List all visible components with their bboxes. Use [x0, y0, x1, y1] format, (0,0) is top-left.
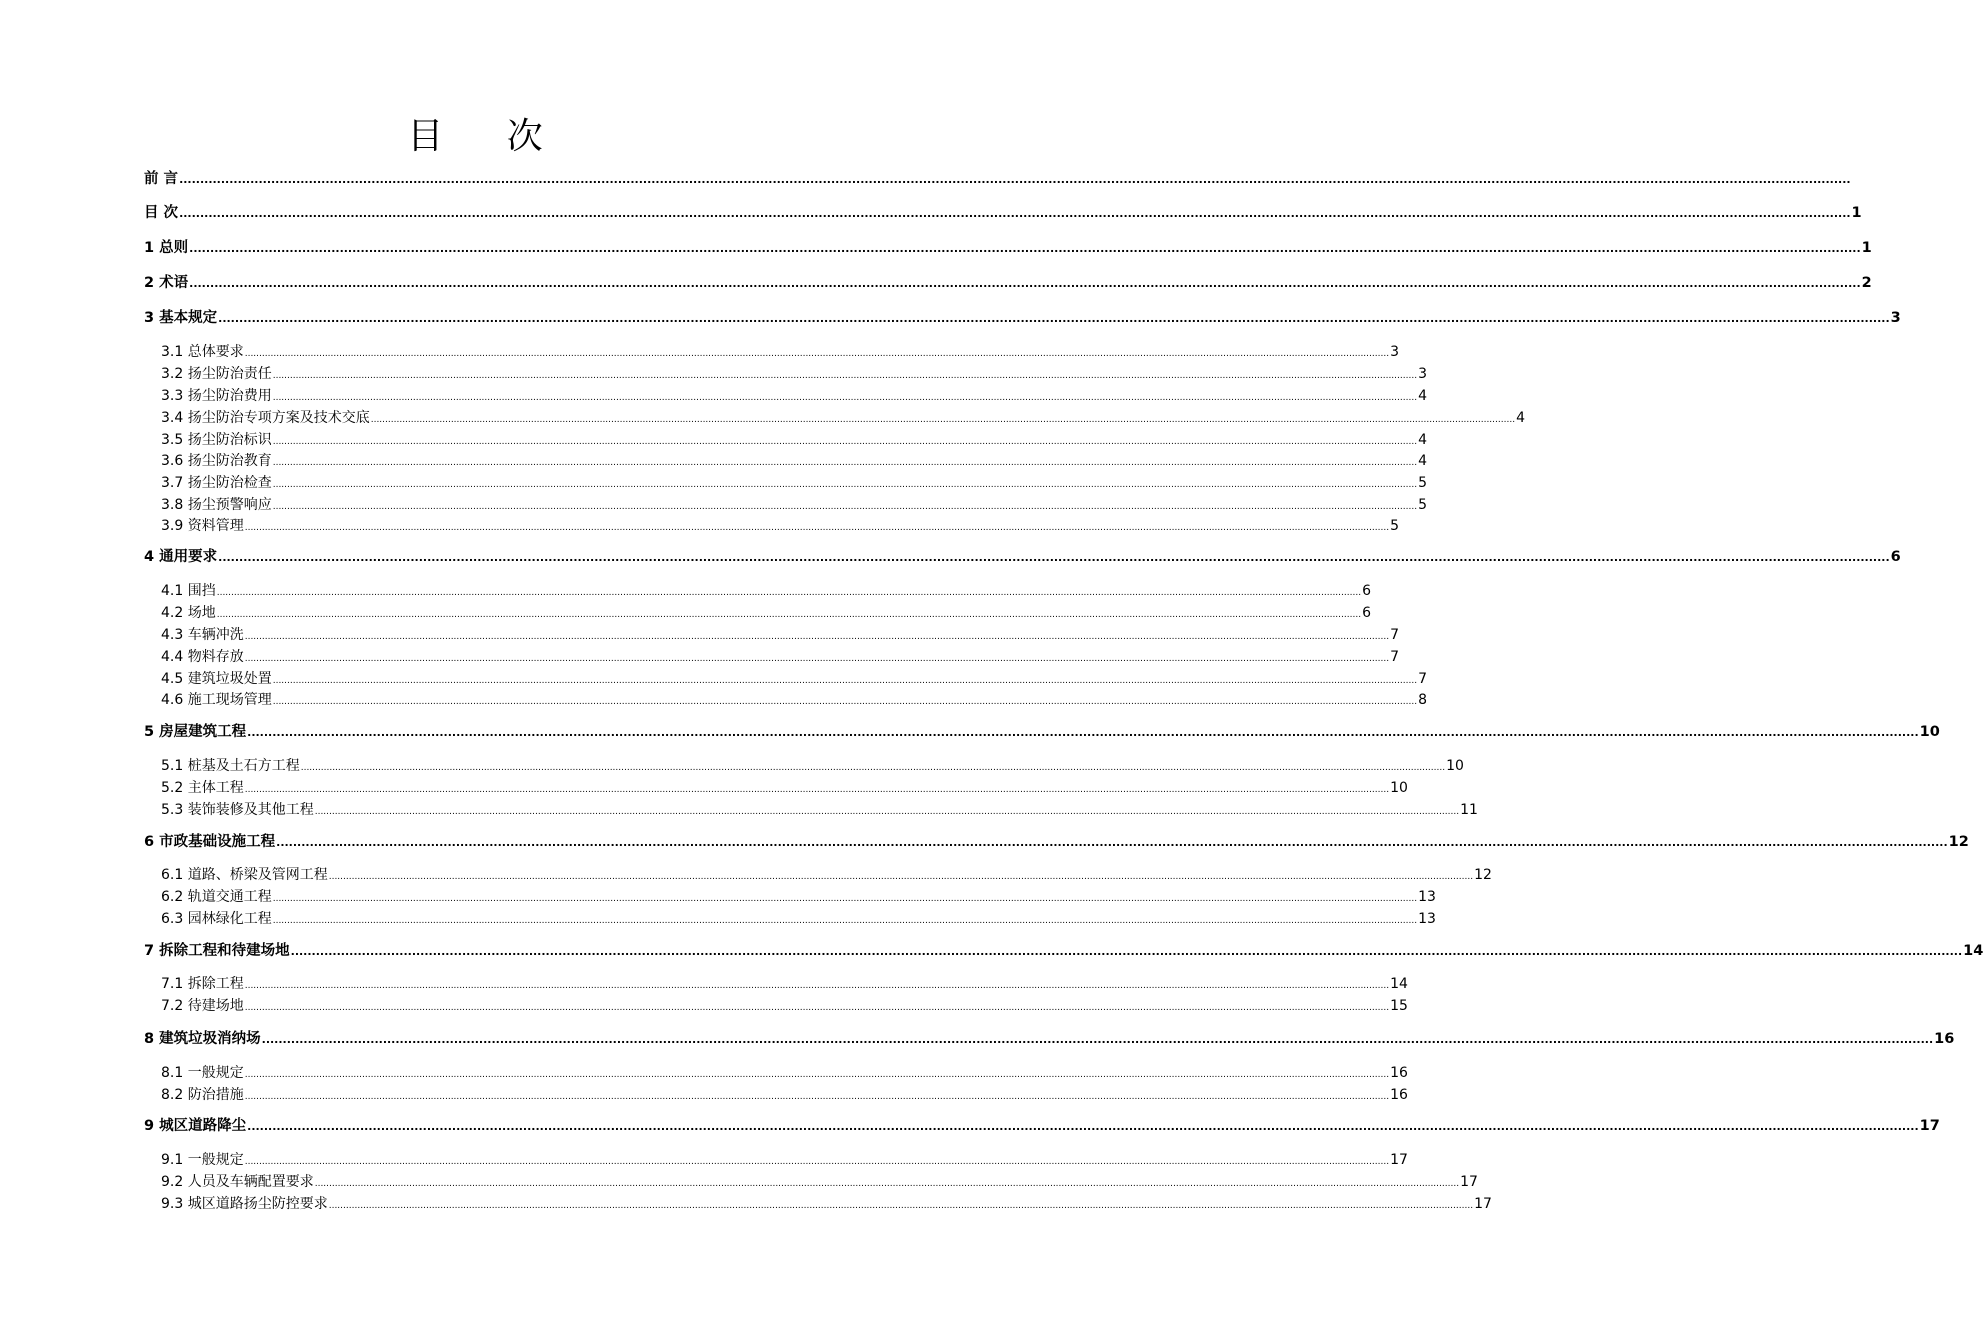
toc-entry-label: 9.3 城区道路扬尘防控要求	[161, 1196, 328, 1212]
toc-page-number: 4	[1418, 388, 1427, 404]
toc-page-number: 14	[1390, 976, 1408, 992]
toc-section-entry[interactable]	[161, 495, 1427, 515]
toc-leader-dots: ................................................................................................................................................................................................................................................................................................................................................................................................................	[216, 610, 1362, 620]
toc-section-entry[interactable]	[161, 451, 1427, 471]
toc-entry-label: 8 建筑垃圾消纳场	[144, 1031, 261, 1047]
toc-entry-label: 3 基本规定	[144, 310, 218, 326]
toc-entry-label: 5.3 装饰装修及其他工程	[161, 802, 314, 818]
toc-leader-dots: ................................................................................................................................................................................................................................................................................................................................................................................................................	[244, 785, 1390, 795]
toc-section-entry[interactable]	[161, 625, 1399, 645]
toc-leader-dots: ................................................................................................................................................................................................................................................................................................................................................................................................................	[314, 807, 1460, 817]
toc-entry-label: 2 术语	[144, 275, 189, 291]
toc-leader-dots: ................................................................................................................................................................................................................................................................................................................................................................................................................	[247, 726, 1919, 739]
toc-chapter-entry[interactable]	[144, 169, 1851, 189]
toc-section-entry[interactable]	[161, 690, 1427, 710]
toc-entry-label: 3.5 扬尘防治标识	[161, 432, 272, 448]
toc-leader-dots: ................................................................................................................................................................................................................................................................................................................................................................................................................	[290, 945, 1963, 958]
toc-entry-label: 4.3 车辆冲洗	[161, 627, 244, 643]
toc-page-number: 2	[1861, 275, 1872, 291]
toc-section-entry[interactable]	[161, 887, 1436, 907]
toc-section-entry[interactable]	[161, 364, 1427, 384]
toc-page-number: 4	[1516, 410, 1525, 426]
toc-entry-label: 9.1 一般规定	[161, 1152, 244, 1168]
toc-page-number: 10	[1390, 780, 1408, 796]
toc-page-number: 5	[1390, 518, 1399, 534]
toc-page-number: 3	[1418, 366, 1427, 382]
toc-section-entry[interactable]	[161, 386, 1427, 406]
toc-entry-label: 6.3 园林绿化工程	[161, 911, 272, 927]
toc-page-number: 1	[1861, 240, 1872, 256]
toc-page-number: 7	[1418, 671, 1427, 687]
toc-leader-dots: ................................................................................................................................................................................................................................................................................................................................................................................................................	[218, 312, 1890, 325]
toc-section-entry[interactable]	[161, 865, 1492, 885]
toc-section-entry[interactable]	[161, 408, 1525, 428]
toc-page-number: 11	[1460, 802, 1478, 818]
toc-entry-label: 3.2 扬尘防治责任	[161, 366, 272, 382]
toc-leader-dots: ................................................................................................................................................................................................................................................................................................................................................................................................................	[328, 1201, 1474, 1211]
toc-entry-label: 8.2 防治措施	[161, 1087, 244, 1103]
toc-entry-label: 4.4 物料存放	[161, 649, 244, 665]
toc-chapter-entry[interactable]	[144, 1116, 1940, 1136]
toc-page-number: 12	[1948, 834, 1969, 850]
toc-chapter-entry[interactable]	[144, 308, 1901, 328]
toc-page-number: 6	[1362, 605, 1371, 621]
toc-entry-label: 目 次	[144, 205, 179, 221]
toc-entry-label: 7.1 拆除工程	[161, 976, 244, 992]
toc-page-number: 14	[1963, 943, 1983, 959]
toc-page-number: 17	[1460, 1174, 1478, 1190]
toc-section-entry[interactable]	[161, 603, 1371, 623]
toc-page-number: 7	[1390, 627, 1399, 643]
toc-page-number: 6	[1890, 549, 1901, 565]
toc-section-entry[interactable]	[161, 778, 1408, 798]
toc-leader-dots: ................................................................................................................................................................................................................................................................................................................................................................................................................	[276, 836, 1948, 849]
toc-chapter-entry[interactable]	[144, 941, 1983, 961]
toc-section-entry[interactable]	[161, 430, 1427, 450]
toc-page-number: 5	[1418, 475, 1427, 491]
toc-section-entry[interactable]	[161, 647, 1399, 667]
toc-page-number: 16	[1390, 1065, 1408, 1081]
toc-section-entry[interactable]	[161, 1194, 1492, 1214]
toc-entry-label: 4.1 围挡	[161, 583, 216, 599]
toc-leader-dots: ................................................................................................................................................................................................................................................................................................................................................................................................................	[314, 1179, 1460, 1189]
toc-section-entry[interactable]	[161, 581, 1371, 601]
toc-section-entry[interactable]	[161, 473, 1427, 493]
toc-section-entry[interactable]	[161, 1063, 1408, 1083]
toc-page-number: 6	[1362, 583, 1371, 599]
toc-page-number: 10	[1919, 724, 1940, 740]
toc-page-number: 4	[1418, 453, 1427, 469]
toc-entry-label: 3.6 扬尘防治教育	[161, 453, 272, 469]
toc-entry-label: 4 通用要求	[144, 549, 218, 565]
toc-leader-dots: ................................................................................................................................................................................................................................................................................................................................................................................................................	[244, 523, 1390, 533]
toc-page-number: 5	[1418, 497, 1427, 513]
toc-entry-label: 6.1 道路、桥梁及管网工程	[161, 867, 328, 883]
toc-entry-label: 3.3 扬尘防治费用	[161, 388, 272, 404]
toc-entry-label: 1 总则	[144, 240, 189, 256]
toc-entry-label: 3.8 扬尘预警响应	[161, 497, 272, 513]
toc-entry-label: 6.2 轨道交通工程	[161, 889, 272, 905]
toc-leader-dots: ................................................................................................................................................................................................................................................................................................................................................................................................................	[272, 676, 1418, 686]
toc-entry-label: 7.2 待建场地	[161, 998, 244, 1014]
toc-leader-dots: ................................................................................................................................................................................................................................................................................................................................................................................................................	[328, 872, 1474, 882]
toc-leader-dots: ................................................................................................................................................................................................................................................................................................................................................................................................................	[244, 1070, 1390, 1080]
toc-page-number: 8	[1418, 692, 1427, 708]
toc-page-number: 13	[1418, 911, 1436, 927]
toc-chapter-entry[interactable]	[144, 1029, 1955, 1049]
toc-leader-dots: ................................................................................................................................................................................................................................................................................................................................................................................................................	[244, 1092, 1390, 1102]
toc-page-number: 16	[1390, 1087, 1408, 1103]
toc-leader-dots: ................................................................................................................................................................................................................................................................................................................................................................................................................	[179, 173, 1851, 186]
toc-page-number: 13	[1418, 889, 1436, 905]
toc-section-entry[interactable]	[161, 800, 1478, 820]
toc-leader-dots: ................................................................................................................................................................................................................................................................................................................................................................................................................	[272, 697, 1418, 707]
toc-page-number: 4	[1418, 432, 1427, 448]
toc-leader-dots: ................................................................................................................................................................................................................................................................................................................................................................................................................	[244, 1157, 1390, 1167]
toc-section-entry[interactable]	[161, 974, 1408, 994]
toc-entry-label: 6 市政基础设施工程	[144, 834, 276, 850]
page-title: 目 次	[407, 116, 569, 157]
toc-entry-label: 9 城区道路降尘	[144, 1118, 247, 1134]
toc-leader-dots: ................................................................................................................................................................................................................................................................................................................................................................................................................	[272, 458, 1418, 468]
toc-leader-dots: ................................................................................................................................................................................................................................................................................................................................................................................................................	[272, 480, 1418, 490]
toc-page-number: 17	[1919, 1118, 1940, 1134]
toc-leader-dots: ................................................................................................................................................................................................................................................................................................................................................................................................................	[300, 763, 1446, 773]
toc-leader-dots: ................................................................................................................................................................................................................................................................................................................................................................................................................	[244, 654, 1390, 664]
toc-section-entry[interactable]	[161, 756, 1464, 776]
toc-chapter-entry[interactable]	[144, 547, 1901, 567]
toc-leader-dots: ................................................................................................................................................................................................................................................................................................................................................................................................................	[247, 1120, 1919, 1133]
toc-entry-label: 前 言	[144, 171, 179, 187]
toc-entry-label: 7 拆除工程和待建场地	[144, 943, 290, 959]
toc-page-number: 10	[1446, 758, 1464, 774]
toc-leader-dots: ................................................................................................................................................................................................................................................................................................................................................................................................................	[261, 1033, 1934, 1046]
toc-page-number: 12	[1474, 867, 1492, 883]
toc-page-number: 15	[1390, 998, 1408, 1014]
toc-page-number: 17	[1474, 1196, 1492, 1212]
toc-entry-label: 9.2 人员及车辆配置要求	[161, 1174, 314, 1190]
toc-chapter-entry[interactable]	[144, 273, 1872, 293]
toc-page-number: 17	[1390, 1152, 1408, 1168]
toc-page-number: 16	[1934, 1031, 1955, 1047]
toc-leader-dots: ................................................................................................................................................................................................................................................................................................................................................................................................................	[272, 916, 1418, 926]
toc-leader-dots: ................................................................................................................................................................................................................................................................................................................................................................................................................	[189, 242, 1861, 255]
toc-entry-label: 8.1 一般规定	[161, 1065, 244, 1081]
toc-page-number: 3	[1390, 344, 1399, 360]
toc-section-entry[interactable]	[161, 1085, 1408, 1105]
toc-leader-dots: ................................................................................................................................................................................................................................................................................................................................................................................................................	[272, 437, 1418, 447]
toc-section-entry[interactable]	[161, 1150, 1408, 1170]
toc-leader-dots: ................................................................................................................................................................................................................................................................................................................................................................................................................	[218, 551, 1890, 564]
toc-entry-label: 4.5 建筑垃圾处置	[161, 671, 272, 687]
toc-section-entry[interactable]	[161, 516, 1399, 536]
toc-section-entry[interactable]	[161, 909, 1436, 929]
toc-entry-label: 4.6 施工现场管理	[161, 692, 272, 708]
toc-leader-dots: ................................................................................................................................................................................................................................................................................................................................................................................................................	[272, 894, 1418, 904]
toc-chapter-entry[interactable]	[144, 203, 1862, 223]
toc-page-number: 7	[1390, 649, 1399, 665]
toc-leader-dots: ................................................................................................................................................................................................................................................................................................................................................................................................................	[179, 207, 1851, 220]
toc-entry-label: 3.1 总体要求	[161, 344, 244, 360]
toc-leader-dots: ................................................................................................................................................................................................................................................................................................................................................................................................................	[272, 371, 1418, 381]
toc-entry-label: 4.2 场地	[161, 605, 216, 621]
toc-entry-label: 3.4 扬尘防治专项方案及技术交底	[161, 410, 370, 426]
toc-leader-dots: ................................................................................................................................................................................................................................................................................................................................................................................................................	[370, 415, 1516, 425]
toc-leader-dots: ................................................................................................................................................................................................................................................................................................................................................................................................................	[244, 632, 1390, 642]
toc-chapter-entry[interactable]	[144, 722, 1940, 742]
toc-entry-label: 3.9 资料管理	[161, 518, 244, 534]
toc-leader-dots: ................................................................................................................................................................................................................................................................................................................................................................................................................	[189, 277, 1861, 290]
toc-entry-label: 3.7 扬尘防治检查	[161, 475, 272, 491]
toc-entry-label: 5.1 桩基及土石方工程	[161, 758, 300, 774]
toc-leader-dots: ................................................................................................................................................................................................................................................................................................................................................................................................................	[244, 349, 1390, 359]
toc-section-entry[interactable]	[161, 669, 1427, 689]
toc-leader-dots: ................................................................................................................................................................................................................................................................................................................................................................................................................	[244, 1003, 1390, 1013]
toc-leader-dots: ................................................................................................................................................................................................................................................................................................................................................................................................................	[216, 588, 1362, 598]
toc-entry-label: 5 房屋建筑工程	[144, 724, 247, 740]
toc-section-entry[interactable]	[161, 996, 1408, 1016]
toc-chapter-entry[interactable]	[144, 832, 1969, 852]
toc-chapter-entry[interactable]	[144, 238, 1872, 258]
toc-leader-dots: ................................................................................................................................................................................................................................................................................................................................................................................................................	[272, 502, 1418, 512]
toc-page-number: 3	[1890, 310, 1901, 326]
toc-entry-label: 5.2 主体工程	[161, 780, 244, 796]
toc-page-number: 1	[1851, 205, 1862, 221]
toc-leader-dots: ................................................................................................................................................................................................................................................................................................................................................................................................................	[272, 393, 1418, 403]
toc-section-entry[interactable]	[161, 342, 1399, 362]
toc-leader-dots: ................................................................................................................................................................................................................................................................................................................................................................................................................	[244, 981, 1390, 991]
toc-section-entry[interactable]	[161, 1172, 1478, 1192]
